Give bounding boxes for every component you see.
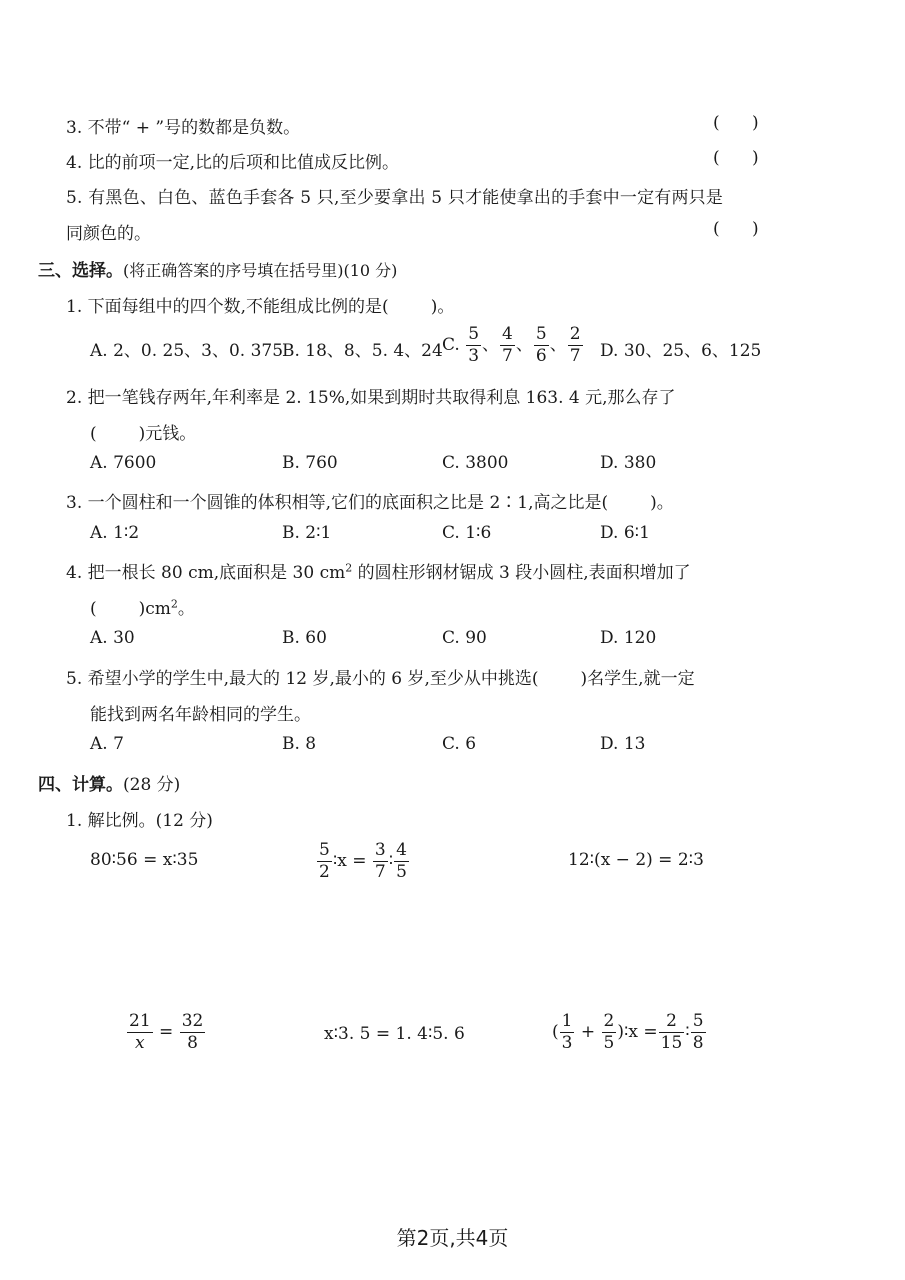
- choice-q1-option-c-frac-3: $\frac{5}{6}$: [535, 324, 547, 366]
- tf-item-3-text: 不带“ + ”号的数都是负数。: [87, 118, 301, 138]
- section-3-title: 三、选择。: [38, 261, 123, 281]
- choice-q4-option-d[interactable]: D. 120: [600, 628, 657, 648]
- tf-item-4-num: 4.: [66, 153, 83, 173]
- choice-q1-option-c-frac-1: $\frac{5}{3}$: [468, 324, 480, 366]
- choice-q3-option-a[interactable]: A. 1∶2: [90, 523, 140, 543]
- equation-4: [126, 1013, 206, 1052]
- choice-q2-option-b[interactable]: B. 760: [282, 453, 338, 473]
- choice-q4-option-c[interactable]: C. 90: [442, 628, 487, 648]
- tf-item-5: [66, 183, 723, 208]
- choice-q4-num: 4.: [66, 563, 83, 583]
- equation-3-text: 12∶(x − 2) = 2∶3: [568, 850, 704, 870]
- choice-q1-text-b: )。: [430, 297, 455, 317]
- choice-q3-option-c[interactable]: C. 1∶6: [442, 523, 492, 543]
- choice-q4-option-b[interactable]: B. 60: [282, 628, 327, 648]
- choice-q2-num: 2.: [66, 388, 83, 408]
- tf-item-4: [66, 148, 399, 173]
- choice-q1: [66, 292, 454, 317]
- choice-q2-line2: [90, 419, 196, 444]
- choice-q2: [66, 383, 676, 408]
- calc-q1-text: 解比例。(12 分): [87, 811, 213, 831]
- equation-4-frac-1: $\frac{21}{x}$: [129, 1011, 151, 1053]
- choice-q3-option-b[interactable]: B. 2∶1: [282, 523, 332, 543]
- choice-q2-paren-open: (: [90, 424, 97, 444]
- equation-6-open: (: [552, 1022, 559, 1042]
- equation-3: [568, 850, 704, 870]
- choice-q4-period: 。: [177, 599, 195, 619]
- equation-6-frac-2: $\frac{2}{5}$: [603, 1011, 615, 1053]
- equation-6-plus: +: [580, 1022, 596, 1042]
- choice-q4-paren-open: (: [90, 599, 97, 619]
- equation-6: [552, 1013, 707, 1052]
- choice-q5-num: 5.: [66, 669, 83, 689]
- choice-q3-option-d[interactable]: D. 6∶1: [600, 523, 650, 543]
- choice-q2-option-a[interactable]: A. 7600: [90, 453, 157, 473]
- section-3-note: (将正确答案的序号填在括号里)(10 分): [123, 261, 398, 280]
- choice-q3: [66, 488, 674, 513]
- section-3-heading: [38, 256, 397, 281]
- equation-2-frac-2: $\frac{3}{7}$: [374, 840, 386, 882]
- equation-5-text: x∶3. 5 = 1. 4∶5. 6: [324, 1024, 465, 1044]
- choice-q1-option-c-label: C.: [442, 335, 460, 355]
- choice-q2-line2-text: )元钱。: [138, 424, 197, 444]
- equation-2-frac-1: $\frac{5}{2}$: [319, 840, 330, 882]
- choice-q5-text-b: )名学生,就一定: [580, 669, 695, 689]
- section-4-title: 四、计算。: [38, 775, 123, 795]
- choice-q1-option-d[interactable]: D. 30、25、6、125: [600, 341, 762, 361]
- section-4-note: (28 分): [123, 775, 181, 795]
- choice-q5-text-a: 希望小学的学生中,最大的 12 岁,最小的 6 岁,至少从中挑选(: [87, 669, 539, 689]
- choice-q5: [66, 664, 695, 689]
- choice-q1-option-a[interactable]: A. 2、0. 25、3、0. 375: [90, 341, 284, 361]
- equation-6-colon: ∶: [685, 1022, 690, 1042]
- choice-q5-line2: 能找到两名年龄相同的学生。: [90, 705, 311, 725]
- equation-6-frac-3: $\frac{2}{15}$: [660, 1011, 683, 1053]
- equation-6-frac-4: $\frac{5}{8}$: [692, 1011, 704, 1053]
- choice-q4-sup: 2: [345, 561, 353, 575]
- equation-6-close: )∶x =: [617, 1022, 658, 1042]
- equation-4-frac-2: $\frac{32}{8}$: [181, 1011, 204, 1053]
- choice-q2-option-c[interactable]: C. 3800: [442, 453, 509, 473]
- choice-q3-text-b: )。: [650, 493, 674, 513]
- calc-q1: [66, 806, 213, 831]
- tf-item-5-text-line2: 同颜色的。: [66, 224, 151, 244]
- choice-q1-option-c-frac-2: $\frac{4}{7}$: [502, 324, 513, 366]
- tf-item-4-answer-paren[interactable]: ( ): [713, 148, 759, 168]
- choice-q1-num: 1.: [66, 297, 83, 317]
- choice-q3-num: 3.: [66, 493, 83, 513]
- choice-q5-option-c[interactable]: C. 6: [442, 734, 477, 754]
- tf-item-5-answer-paren[interactable]: ( ): [713, 219, 759, 239]
- choice-q2-text: 把一笔钱存两年,年利率是 2. 15%,如果到期时共取得利息 163. 4 元,那么存了: [87, 388, 676, 408]
- choice-q4-line2: [90, 594, 195, 619]
- choice-q4-text-a: 把一根长 80 cm,底面积是 30 cm: [87, 563, 346, 583]
- tf-item-3-answer-paren[interactable]: ( ): [713, 113, 759, 133]
- equation-4-equals: =: [159, 1022, 174, 1042]
- choice-q5-option-d[interactable]: D. 13: [600, 734, 646, 754]
- equation-1-text: 80∶56 = x∶35: [90, 850, 199, 870]
- equation-1: [90, 850, 198, 870]
- choice-q4-unit-sup: 2: [170, 597, 178, 611]
- tf-item-5-num: 5.: [66, 188, 83, 208]
- tf-item-4-text: 比的前项一定,比的后项和比值成反比例。: [87, 153, 400, 173]
- choice-q2-option-d[interactable]: D. 380: [600, 453, 657, 473]
- choice-q4-unit: )cm: [138, 599, 171, 619]
- equation-6-frac-1: $\frac{1}{3}$: [561, 1011, 573, 1053]
- tf-item-3: [66, 113, 300, 138]
- section-4-heading: [38, 770, 180, 795]
- equation-2-colon: ∶: [388, 851, 394, 871]
- choice-q5-option-a[interactable]: A. 7: [90, 734, 124, 754]
- equation-2: [316, 842, 410, 881]
- choice-q4-option-a[interactable]: A. 30: [90, 628, 135, 648]
- calc-q1-num: 1.: [66, 811, 83, 831]
- tf-item-5-text: 有黑色、白色、蓝色手套各 5 只,至少要拿出 5 只才能使拿出的手套中一定有两只是: [88, 188, 724, 208]
- choice-q4-text-b: 的圆柱形钢材锯成 3 段小圆柱,表面积增加了: [352, 563, 691, 583]
- equation-2-mid: ∶x =: [332, 851, 367, 871]
- tf-item-3-num: 3.: [66, 118, 83, 138]
- choice-q3-text-a: 一个圆柱和一个圆锥的体积相等,它们的底面积之比是 2∶1,高之比是(: [87, 493, 609, 513]
- choice-q1-text-a: 下面每组中的四个数,不能组成比例的是(: [87, 297, 389, 317]
- equation-2-frac-3: $\frac{4}{5}$: [396, 840, 407, 882]
- page-footer: 第2页,共4页: [396, 1226, 509, 1250]
- equation-5: [324, 1024, 465, 1044]
- choice-q1-option-c-frac-4: $\frac{2}{7}$: [569, 324, 581, 366]
- choice-q1-option-b[interactable]: B. 18、8、5. 4、24: [282, 341, 443, 361]
- choice-q1-option-c[interactable]: C. $\frac{5}{3}$ 、 $\frac{4}{7}$ 、 $\frac{5}{6}$ 、 $\frac{2}{7}$: [442, 324, 581, 366]
- choice-q5-option-b[interactable]: B. 8: [282, 734, 317, 754]
- choice-q4: [66, 558, 691, 583]
